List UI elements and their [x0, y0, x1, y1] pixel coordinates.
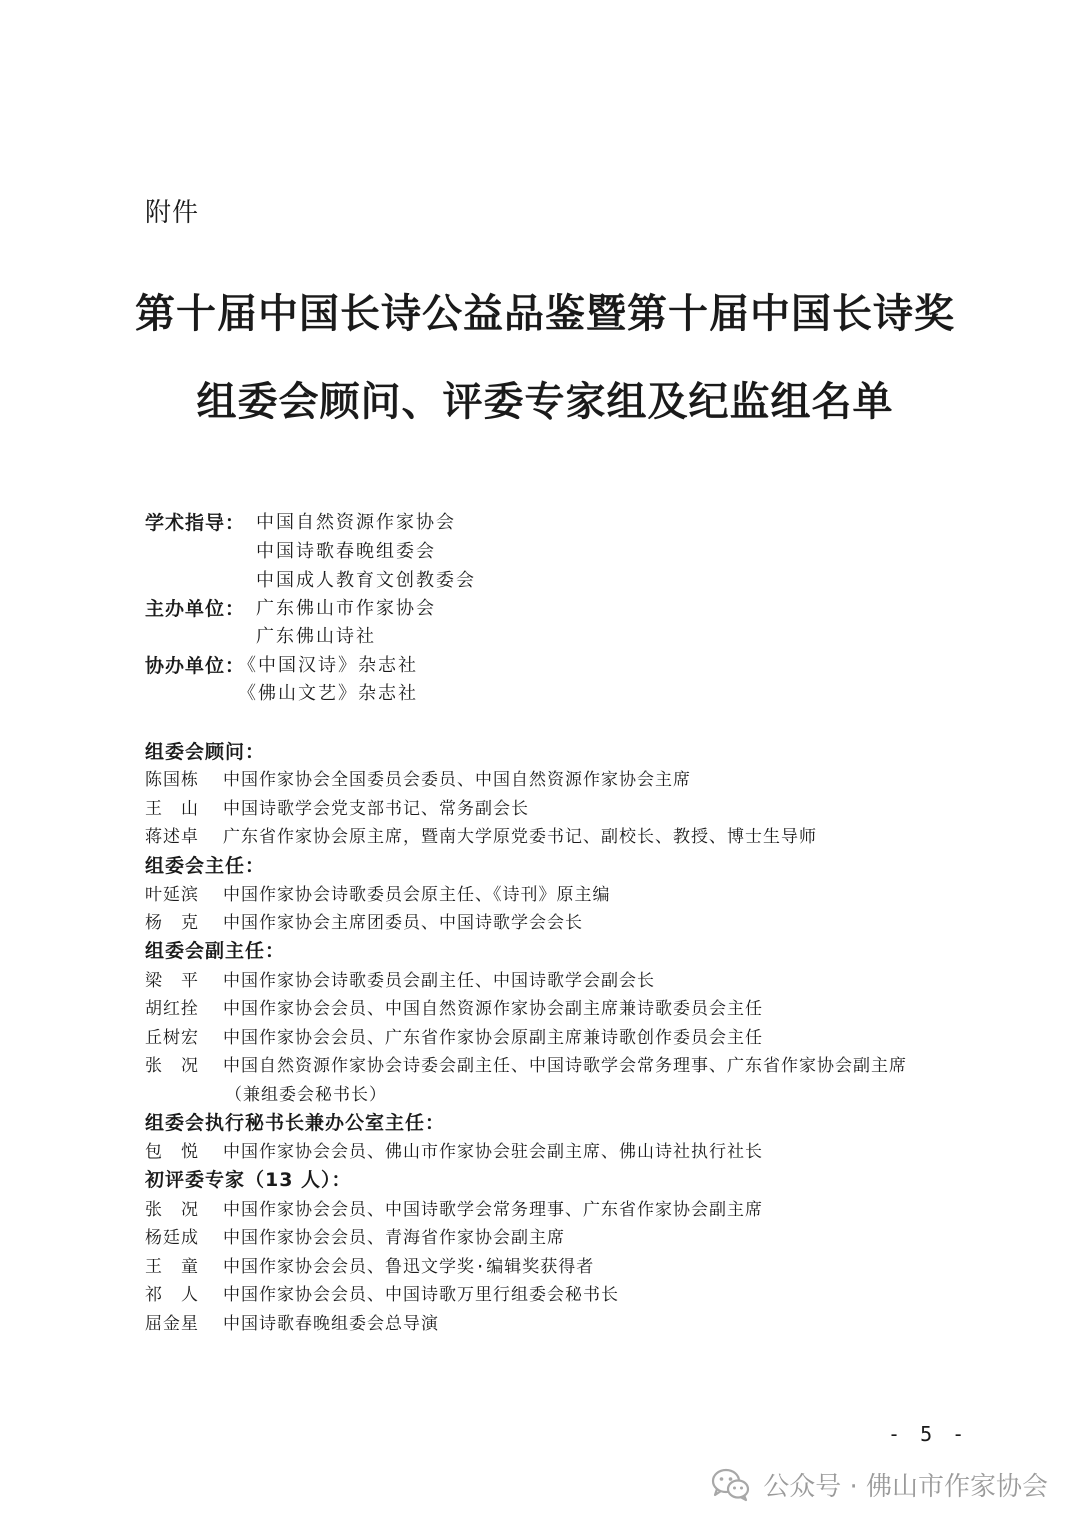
person-name: 陈国栋 [145, 770, 199, 790]
person-name: 包 悦 [145, 1142, 199, 1162]
person-name: 杨 克 [145, 913, 199, 933]
person-name: 杨廷成 [145, 1228, 199, 1248]
person-name: 张 况 [145, 1056, 199, 1076]
person-desc: 中国诗歌学会党支部书记、常务副会长 [223, 799, 529, 819]
person-desc: 中国作家协会会员、中国自然资源作家协会副主席兼诗歌委员会主任 [223, 999, 763, 1019]
person-name: 屈金星 [145, 1314, 199, 1334]
person-name: 王 童 [145, 1257, 199, 1277]
person-desc: 中国作家协会主席团委员、中国诗歌学会会长 [223, 913, 583, 933]
watermark [711, 1466, 1048, 1503]
exec-secretary-heading: 组委会执行秘书长兼办公室主任： [145, 1112, 446, 1134]
title-line-1: 第十届中国长诗公益品鉴暨第十届中国长诗奖 [135, 290, 955, 337]
co-host-value-1: 《中国汉诗》杂志社 [238, 655, 418, 676]
page-number: - 5 - [888, 1422, 969, 1446]
academic-guidance-value-1: 中国自然资源作家协会 [256, 512, 456, 533]
person-desc: 中国作家协会诗歌委员会原主任、《诗刊》原主编 [223, 885, 611, 905]
person-desc: 中国作家协会会员、青海省作家协会副主席 [223, 1228, 565, 1248]
person-desc: 中国作家协会会员、佛山市作家协会驻会副主席、佛山诗社执行社长 [223, 1142, 763, 1162]
person-name: 梁 平 [145, 971, 199, 991]
person-name: 丘树宏 [145, 1028, 199, 1048]
person-desc-continuation: （兼组委会秘书长） [225, 1085, 387, 1105]
co-host-label: 协办单位： [145, 655, 246, 677]
person-name: 张 况 [145, 1200, 199, 1220]
person-desc: 中国作家协会全国委员会委员、中国自然资源作家协会主席 [223, 770, 691, 790]
person-desc: 中国作家协会会员、广东省作家协会原副主席兼诗歌创作委员会主任 [223, 1028, 763, 1048]
watermark-text: 公众号 · 佛山市作家协会 [763, 1472, 1048, 1502]
person-desc: 中国诗歌春晚组委会总导演 [223, 1314, 439, 1334]
person-desc: 广东省作家协会原主席，暨南大学原党委书记、副校长、教授、博士生导师 [223, 827, 817, 847]
person-name: 叶延滨 [145, 885, 199, 905]
advisors-heading: 组委会顾问： [145, 741, 266, 763]
person-name: 祁 人 [145, 1285, 199, 1305]
host-value-1: 广东佛山市作家协会 [256, 598, 436, 619]
director-heading: 组委会主任： [145, 855, 266, 877]
wechat-icon [711, 1468, 751, 1502]
co-host-value-2: 《佛山文艺》杂志社 [238, 683, 418, 704]
person-desc: 中国作家协会会员、中国诗歌学会常务理事、广东省作家协会副主席 [223, 1200, 763, 1220]
person-desc: 中国作家协会诗歌委员会副主任、中国诗歌学会副会长 [223, 971, 655, 991]
academic-guidance-value-2: 中国诗歌春晚组委会 [256, 541, 436, 562]
person-desc: 中国自然资源作家协会诗委会副主任、中国诗歌学会常务理事、广东省作家协会副主席 [223, 1056, 907, 1076]
person-desc: 中国作家协会会员、鲁迅文学奖·编辑奖获得者 [223, 1257, 595, 1277]
judges-heading: 初评委专家（13 人）： [145, 1169, 352, 1191]
academic-guidance-label: 学术指导： [145, 512, 246, 534]
title-line-2: 组委会顾问、评委专家组及纪监组名单 [196, 378, 894, 425]
person-name: 王 山 [145, 799, 199, 819]
person-name: 蒋述卓 [145, 827, 199, 847]
person-name: 胡红拴 [145, 999, 199, 1019]
host-label: 主办单位： [145, 598, 246, 620]
attachment-label: 附件 [145, 198, 200, 228]
deputy-directors-heading: 组委会副主任： [145, 940, 286, 962]
host-value-2: 广东佛山诗社 [256, 626, 376, 647]
person-desc: 中国作家协会会员、中国诗歌万里行组委会秘书长 [223, 1285, 619, 1305]
academic-guidance-value-3: 中国成人教育文创教委会 [256, 570, 476, 591]
